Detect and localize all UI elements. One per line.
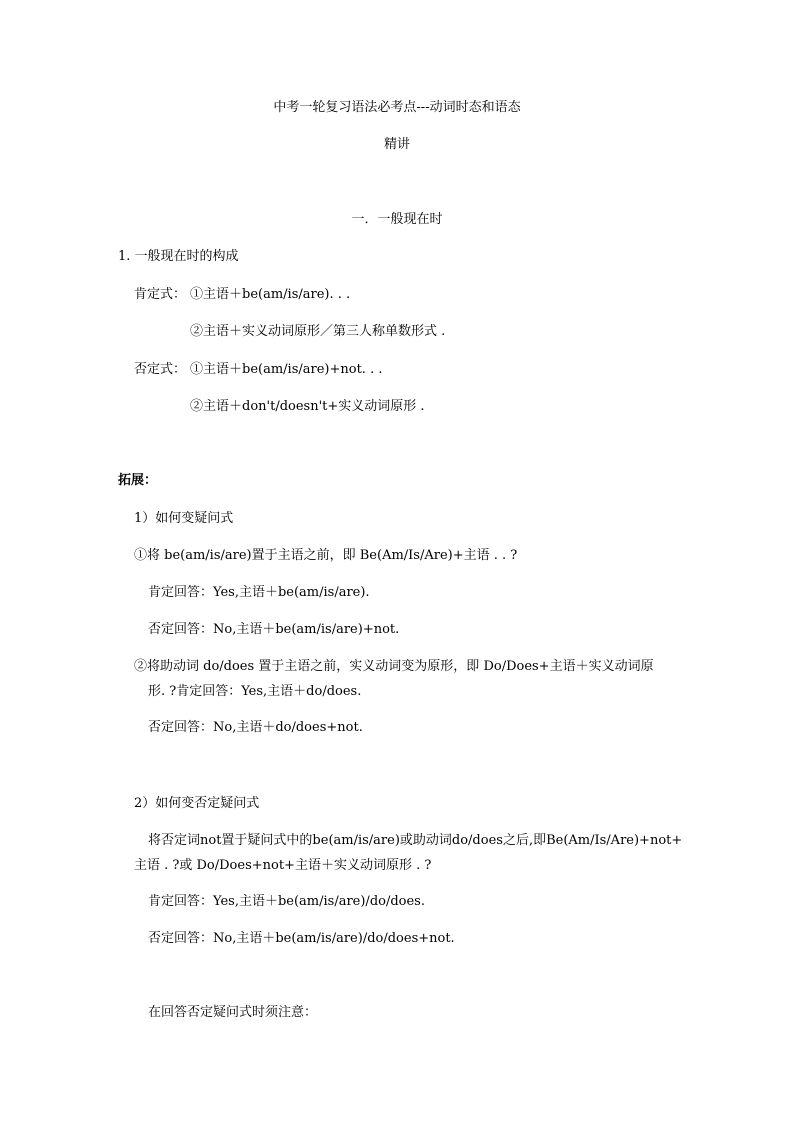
question-rule-1-no: 否定回答：No,主语＋be(am/is/are)+not. xyxy=(148,622,400,637)
note-text: 在回答否定疑问式时须注意： xyxy=(148,1005,318,1020)
question-rule-2-line-2: 形. ?肯定回答：Yes,主语＋do/does. xyxy=(148,684,362,699)
affirmative-label: 肯定式： xyxy=(134,287,187,302)
document-subtitle: 精讲 xyxy=(383,137,410,152)
item1-heading: 1. 一般现在时的构成 xyxy=(118,249,239,264)
negative-form-2: ②主语＋don't/doesn't+实义动词原形 . xyxy=(190,399,425,414)
question-rule-2-no: 否定回答：No,主语＋do/does+not. xyxy=(148,720,363,735)
question-rule-1: ①将 be(am/is/are)置于主语之前，即 Be(Am/Is/Are)+主语 . . ? xyxy=(134,548,518,563)
affirmative-form-2: ②主语＋实义动词原形／第三人称单数形式 . xyxy=(190,324,446,339)
negative-question-no: 否定回答：No,主语＋be(am/is/are)/do/does+not. xyxy=(148,931,455,946)
negative-question-rule-line-2: 主语 . ?或 Do/Does+not+主语＋实义动词原形 . ? xyxy=(134,858,432,873)
negative-label: 否定式： xyxy=(134,362,187,377)
section-heading: 一．一般现在时 xyxy=(351,212,443,227)
extension-heading: 拓展： xyxy=(118,473,158,488)
negative-form-1: ①主语＋be(am/is/are)+not. . . xyxy=(190,362,383,377)
question-rule-1-yes: 肯定回答：Yes,主语＋be(am/is/are). xyxy=(148,585,370,600)
affirmative-form-1: ①主语＋be(am/is/are). . . xyxy=(190,287,351,302)
negative-question-heading: 2）如何变否定疑问式 xyxy=(134,796,260,811)
negative-question-rule-line-1: 将否定词not置于疑问式中的be(am/is/are)或助动词do/does之后,即Be(Am/Is/Are)+not+ xyxy=(148,833,683,848)
question-heading: 1）如何变疑问式 xyxy=(134,511,234,526)
negative-question-yes: 肯定回答：Yes,主语＋be(am/is/are)/do/does. xyxy=(148,894,425,909)
document-title: 中考一轮复习语法必考点---动词时态和语态 xyxy=(273,100,521,115)
question-rule-2-line-1: ②将助动词 do/does 置于主语之前，实义动词变为原形，即 Do/Does+主语＋实义动词原 xyxy=(134,659,654,674)
